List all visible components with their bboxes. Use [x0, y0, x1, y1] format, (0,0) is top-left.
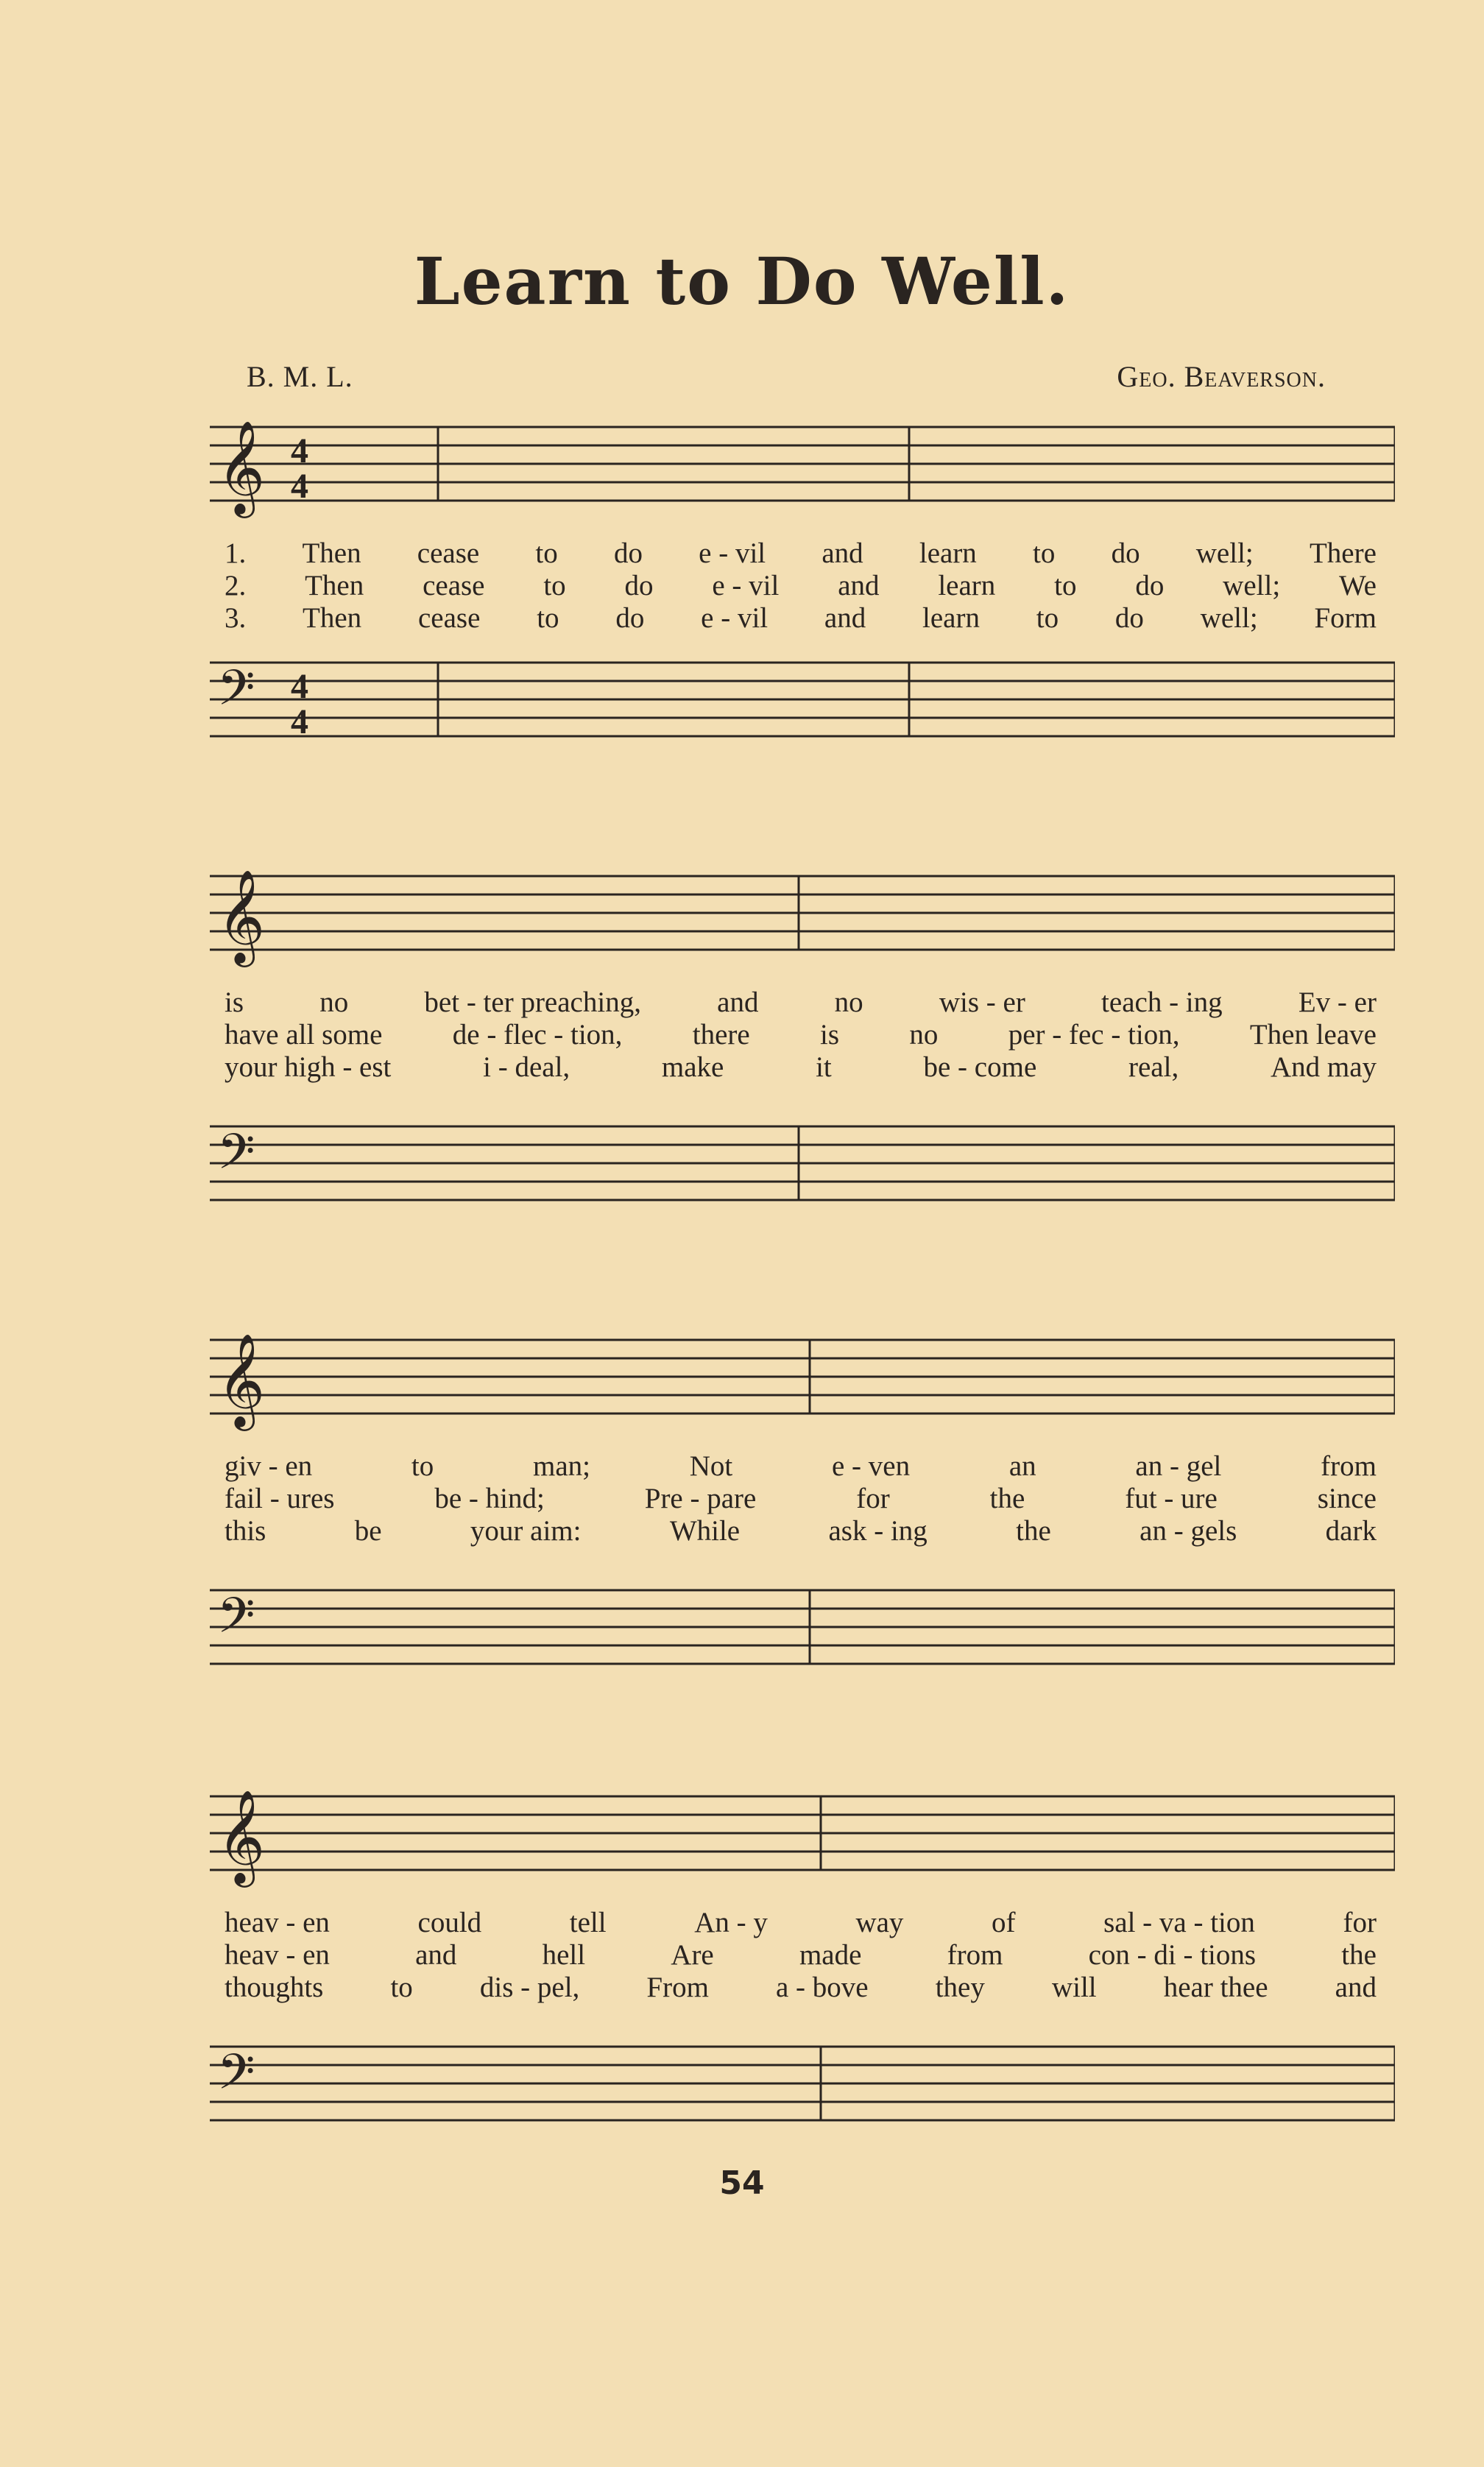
lyrics-block-2 — [188, 987, 1395, 1084]
svg-text:4: 4 — [291, 467, 308, 506]
verse-1-line: is no bet - ter preaching, and no wis - er teach - ing Ev - er — [225, 987, 1377, 1018]
bass-staff — [188, 648, 1395, 810]
svg-text:𝄢: 𝄢 — [217, 1123, 255, 1192]
svg-text:4: 4 — [291, 702, 308, 741]
verse-1-line: heav - en could tell An - y way of sal - va - tion for — [225, 1907, 1377, 1938]
verse-3-line: thoughts to dis - pel, From a - bove they will hear thee and — [225, 1972, 1377, 2003]
bass-staff-lines — [188, 648, 1395, 795]
verse-2-line: heav - en and hell Are made from con - di - tions the — [225, 1939, 1377, 1971]
lyrics-block-3 — [188, 1450, 1395, 1547]
svg-text:𝄞: 𝄞 — [217, 1789, 266, 1883]
svg-text:𝄞: 𝄞 — [217, 869, 266, 963]
svg-text:𝄞: 𝄞 — [217, 1333, 266, 1427]
lyrics-block-4 — [188, 1907, 1395, 2004]
verse-3-line: this be your aim: While ask - ing the an - gels dark — [225, 1515, 1377, 1547]
bass-staff-lines — [188, 1112, 1395, 1259]
svg-text:𝄞: 𝄞 — [217, 420, 266, 514]
verse-3-line: your high - est i - deal, make it be - come real, And may — [225, 1051, 1377, 1083]
bass-staff — [188, 1112, 1395, 1274]
svg-text:𝄢: 𝄢 — [217, 1587, 255, 1656]
hymn-title: Learn to Do Well. — [414, 243, 1070, 320]
lyrics-block-1 — [188, 537, 1395, 635]
bass-staff-lines — [188, 2032, 1395, 2179]
verse-2-line: 2. Then cease to do e - vil and learn to do well; We — [225, 570, 1377, 601]
svg-text:4: 4 — [291, 431, 308, 470]
svg-text:𝄢: 𝄢 — [217, 2044, 255, 2112]
lyricist-credit: B. M. L. — [247, 360, 353, 393]
svg-text:𝄢: 𝄢 — [217, 660, 255, 728]
svg-text:4: 4 — [291, 667, 308, 706]
bass-staff — [188, 1575, 1395, 1737]
verse-1-line: giv - en to man; Not e - ven an an - gel from — [225, 1450, 1377, 1482]
bass-staff-lines — [188, 1575, 1395, 1723]
verse-3-line: 3. Then cease to do e - vil and learn to do well; Form — [225, 602, 1377, 634]
verse-2-line: have all some de - flec - tion, there is no per - fec - tion, Then leave — [225, 1019, 1377, 1051]
composer-credit: Geo. Beaverson. — [1117, 360, 1326, 393]
verse-2-line: fail - ures be - hind; Pre - pare for the fut - ure since — [225, 1483, 1377, 1514]
verse-1-line: 1. Then cease to do e - vil and learn to do well; There — [225, 537, 1377, 569]
page-number: 54 — [719, 2164, 765, 2202]
